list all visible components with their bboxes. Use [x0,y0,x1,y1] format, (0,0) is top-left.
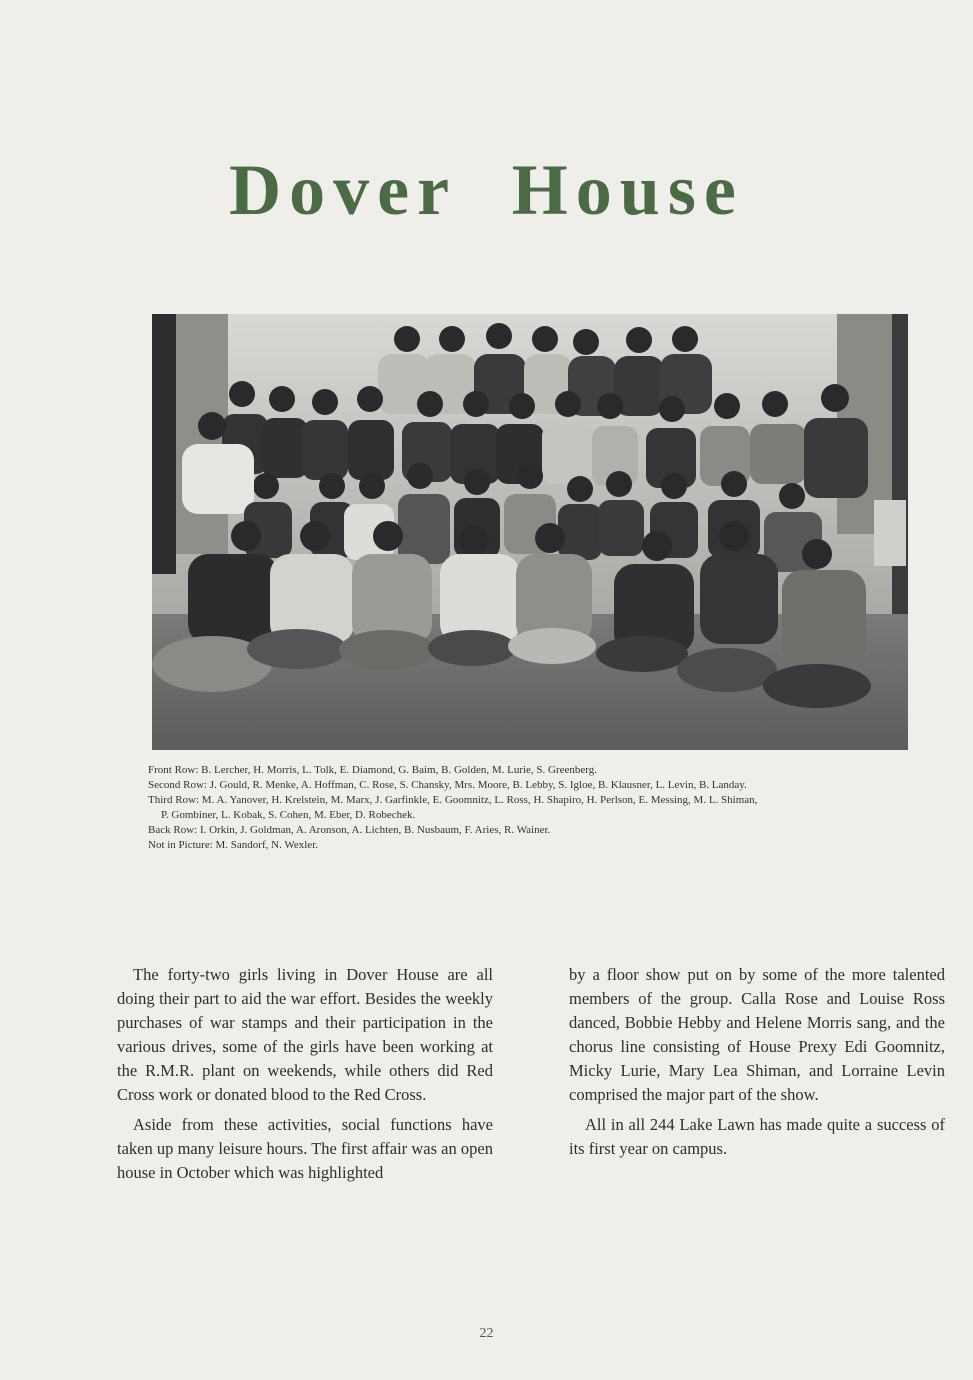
page-title: Dover House [229,150,744,230]
caption-second-row: Second Row: J. Gould, R. Menke, A. Hoffman, C. Rose, S. Chansky, Mrs. Moore, B. Lebby, S. Igloe, B. Klausner, L. Levin, B. Landay. [148,779,747,791]
article-paragraph: The forty-two girls living in Dover House are all doing their part to aid the war effort. Besides the weekly purchases of war stamps and their participation in the various drives, some of the girls have been working at the R.M.R. plant on weekends, while others did Red Cross work or donated blood to the Red Cross. [117,965,493,1104]
article-paragraph: by a floor show put on by some of the more talented members of the group. Calla Rose and Louise Ross danced, Bobbie Hebby and Helene Morris sang, and the chorus line consisting of House Prexy Edi Goomnitz, Micky Lurie, Mary Lea Shiman, and Lorraine Levin comprised the major part of the show. [569,965,945,1104]
group-photo-image [152,314,908,750]
page-number: 22 [479,1326,494,1341]
article-paragraph: Aside from these activities, social functions have taken up many leisure hours. The first affair was an open house in October which was highlighted [117,1115,493,1182]
article-paragraph: All in all 244 Lake Lawn has made quite a success of its first year on campus. [569,1115,945,1158]
caption-back-row: Back Row: I. Orkin, J. Goldman, A. Aronson, A. Lichten, B. Nusbaum, F. Aries, R. Wainer. [148,824,551,836]
caption-not-in-picture: Not in Picture: M. Sandorf, N. Wexler. [148,839,319,851]
article-column-right [569,963,945,1167]
caption-third-row-continued: P. Gombiner, L. Kobak, S. Cohen, M. Eber, D. Robechek. [161,809,416,821]
caption-third-row: Third Row: M. A. Yanover, H. Krelstein, M. Marx, J. Garfinkle, E. Goomnitz, L. Ross, H. Shapiro, H. Perlson, E. Messing, M. L. Shiman, [148,794,758,806]
photo-caption [148,763,928,853]
article-column-left [117,963,493,1191]
caption-front-row: Front Row: B. Lercher, H. Morris, L. Tolk, E. Diamond, G. Baim, B. Golden, M. Lurie, S. Greenberg. [148,764,598,776]
